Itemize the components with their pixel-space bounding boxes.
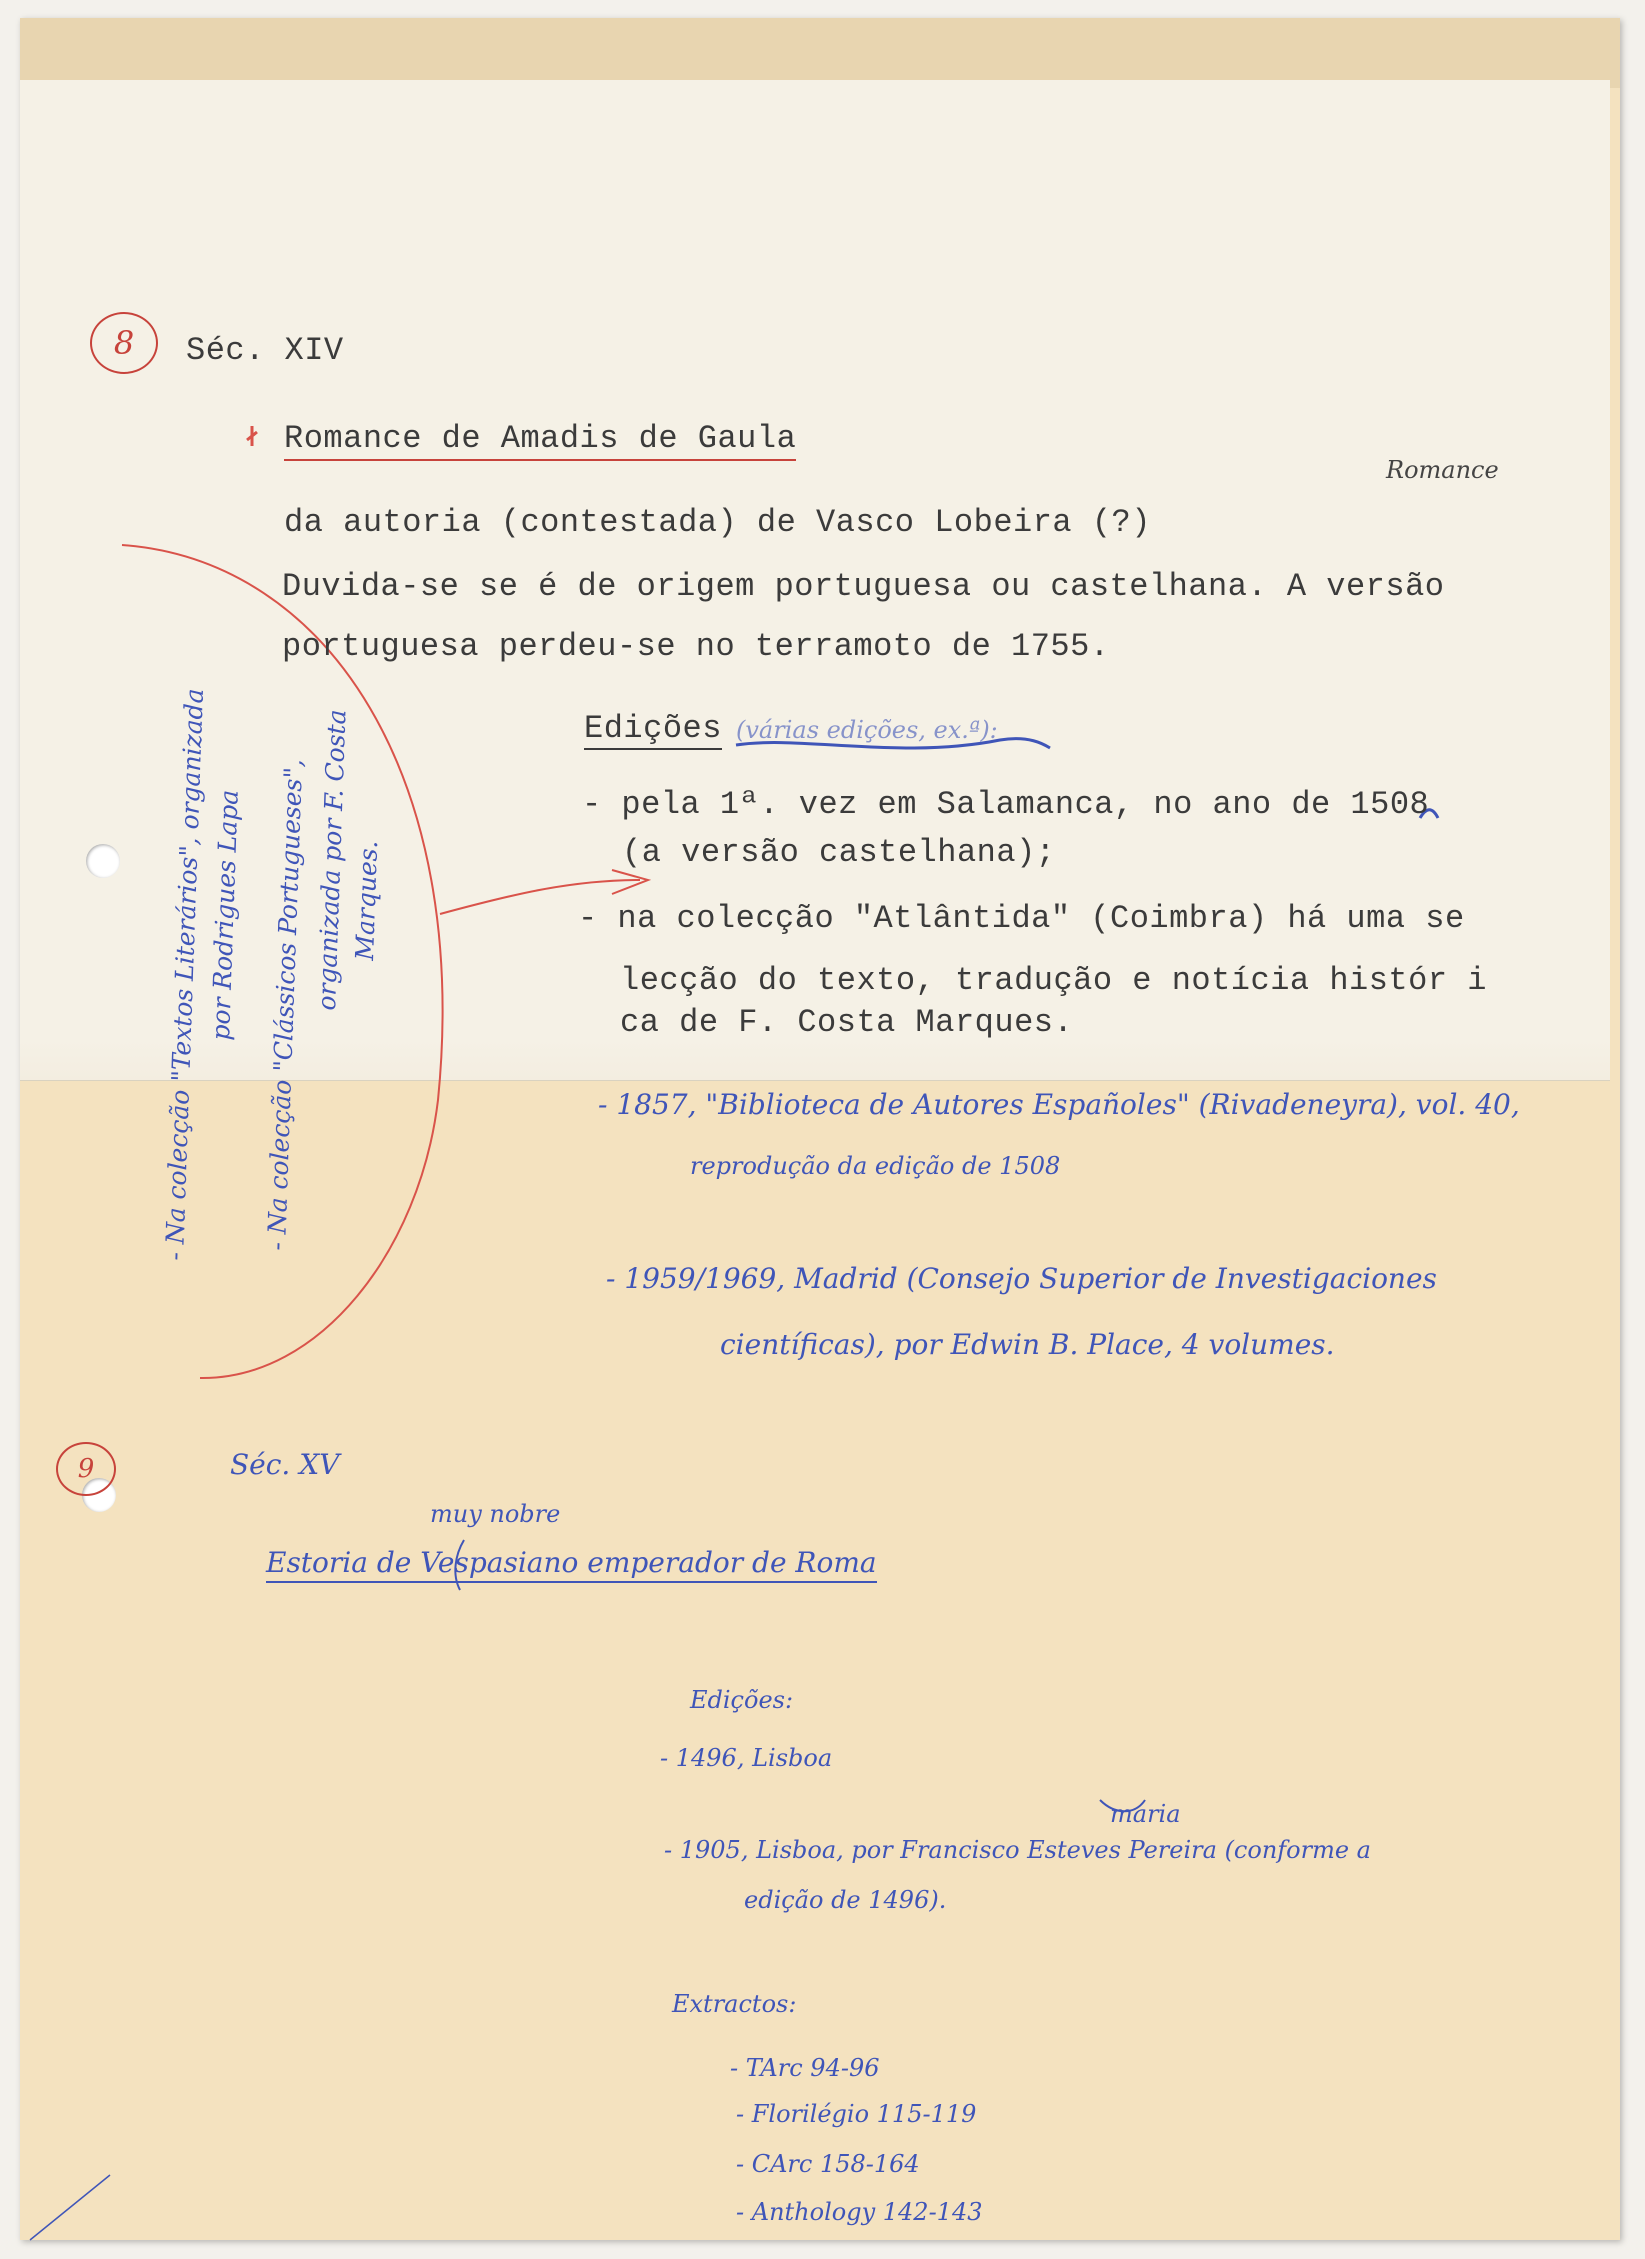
editions-label: Edições:: [690, 1686, 794, 1714]
entry-number: 9: [77, 1454, 95, 1484]
extract-item: - Florilégio 115-119: [736, 2100, 977, 2128]
title-insert: muy nobre: [430, 1500, 561, 1528]
typed-edition-line: - na colecção "Atlântida" (Coimbra) há uma se: [578, 900, 1465, 937]
description-line: portuguesa perdeu-se no terramoto de 1755.: [282, 628, 1110, 665]
extract-item: - TArc 94-96: [730, 2054, 880, 2082]
century-heading: Séc. XV: [230, 1448, 340, 1481]
work-title: [266, 1546, 877, 1579]
hand-edition-line: científicas), por Edwin B. Place, 4 volumes.: [720, 1328, 1335, 1361]
corner-stroke: [30, 2175, 110, 2240]
hand-edition-line: reprodução da edição de 1508: [690, 1152, 1061, 1180]
red-arrow-head: [612, 870, 648, 894]
typed-edition-line: - pela 1ª. vez em Salamanca, no ano de 1508: [582, 786, 1430, 823]
margin-note-vertical: por Rodrigues Lapa: [206, 789, 244, 1042]
hand-edition-line: - 1959/1969, Madrid (Consejo Superior de Investigaciones: [606, 1262, 1437, 1295]
hand-edition-line: - 1905, Lisboa, por Francisco Esteves Pereira (conforme a: [664, 1836, 1371, 1864]
editions-crossed-note: (várias edições, ex.ª):: [736, 716, 998, 744]
extracts-label: Extractos:: [672, 1990, 797, 2018]
author-line: da autoria (contestada) de Vasco Lobeira (?): [284, 504, 1151, 541]
editions-label: [584, 710, 722, 747]
entry-number-circle: [90, 312, 158, 374]
category-note: Romance: [1386, 456, 1499, 484]
extract-item: - Anthology 142-143: [736, 2198, 983, 2226]
name-insert: maria: [1110, 1800, 1181, 1828]
work-title: [284, 420, 796, 457]
red-cross-mark: [247, 426, 257, 446]
work-title-text: Romance de Amadis de Gaula: [284, 420, 796, 461]
hand-edition-line: edição de 1496).: [744, 1886, 947, 1914]
entry-number-circle: [56, 1442, 116, 1496]
description-line: Duvida-se se é de origem portuguesa ou castelhana. A versão: [282, 568, 1445, 605]
typed-edition-line: (a versão castelhana);: [622, 834, 1056, 871]
editions-label-text: Edições: [584, 710, 722, 750]
work-title-text: Estoria de Vespasiano emperador de Roma: [266, 1546, 877, 1583]
extract-item: - CArc 158-164: [736, 2150, 920, 2178]
margin-note-vertical: - Na colecção "Textos Literários", organizada: [160, 687, 209, 1262]
margin-note-vertical: - Na colecção "Clássicos Portugueses",: [262, 758, 309, 1252]
typed-edition-line: lecção do texto, tradução e notícia histór i: [620, 962, 1487, 999]
margin-note-vertical: Marques.: [350, 839, 384, 962]
typed-edition-line: ca de F. Costa Marques.: [620, 1004, 1074, 1041]
hand-edition-line: - 1496, Lisboa: [660, 1744, 833, 1772]
century-heading: Séc. XIV: [186, 332, 344, 369]
hand-edition-line: - 1857, "Biblioteca de Autores Españoles" (Rivadeneyra), vol. 40,: [598, 1088, 1520, 1121]
entry-number: 8: [113, 324, 135, 362]
margin-note-vertical: organizada por F. Costa: [312, 708, 352, 1012]
